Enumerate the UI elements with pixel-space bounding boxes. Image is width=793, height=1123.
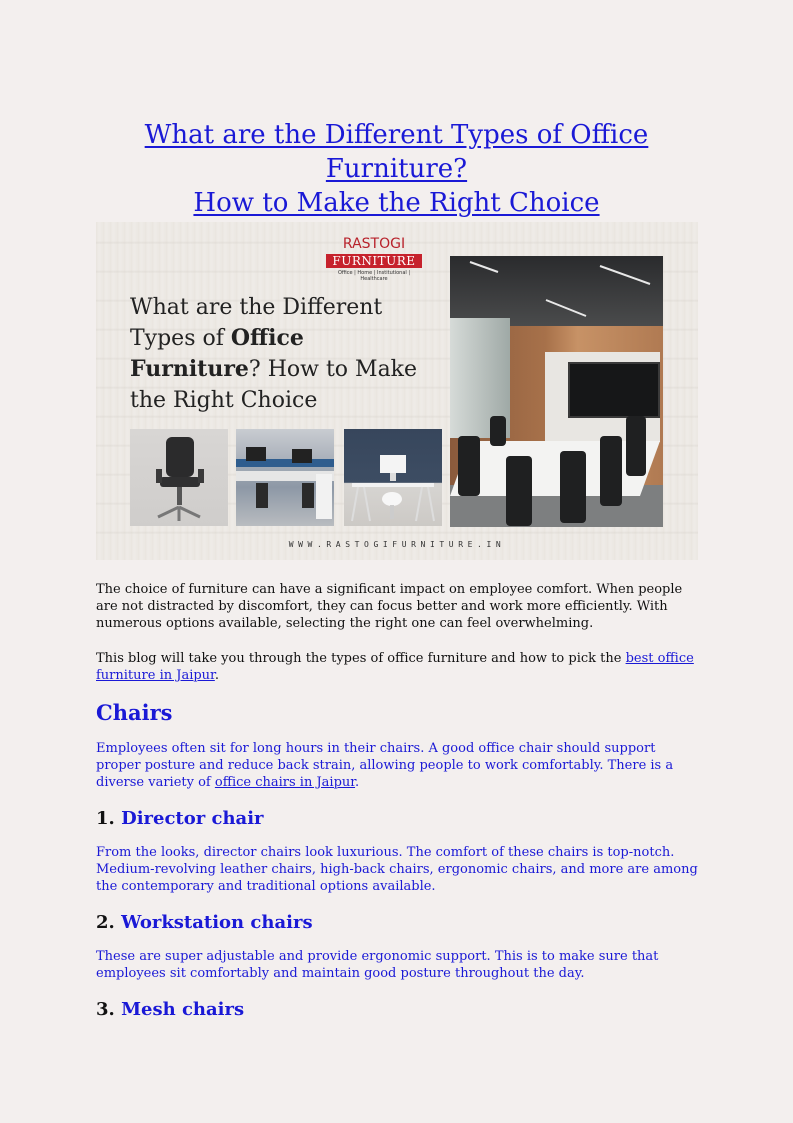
director-chair-heading bbox=[96, 808, 264, 829]
hero-banner-image bbox=[96, 222, 698, 560]
intro-paragraph-2-end: . bbox=[214, 668, 219, 683]
banner-heading-post: ? How to Make the Right Choice bbox=[130, 357, 418, 413]
logo-band: FURNITURE bbox=[326, 254, 422, 268]
banner-heading-pre: What are the Different Types of bbox=[130, 295, 383, 351]
title-link-line2[interactable]: How to Make the Right Choice bbox=[193, 188, 600, 218]
website-url: WWW.RASTOGIFURNITURE.IN bbox=[288, 540, 506, 549]
conference-room-photo bbox=[450, 256, 663, 527]
chairs-paragraph-end: . bbox=[355, 775, 360, 790]
item-number: 2. bbox=[96, 912, 115, 933]
intro-paragraph-2 bbox=[96, 650, 702, 684]
chairs-paragraph bbox=[96, 740, 702, 791]
logo-name: RASTOGI bbox=[342, 236, 406, 252]
chairs-heading: Chairs bbox=[96, 700, 173, 725]
logo-tagline: Office | Home | Institutional | Healthcare bbox=[337, 270, 411, 282]
best-office-furniture-link[interactable]: best office furniture in Jaipur bbox=[96, 651, 694, 683]
banner-heading-bold: Office Furniture bbox=[130, 325, 304, 382]
intro-paragraph-2-text: This blog will take you through the types of office furniture and how to pick the bbox=[96, 651, 626, 666]
office-chairs-link[interactable]: office chairs in Jaipur bbox=[214, 775, 356, 790]
chairs-paragraph-text: Employees often sit for long hours in their chairs. A good office chair should support proper posture and reduce back strain, allowing people to work comfortably. There is a diverse variety of bbox=[96, 741, 674, 790]
item-number: 3. bbox=[96, 999, 115, 1020]
workstation-chairs-paragraph: These are super adjustable and provide ergonomic support. This is to make sure that employees sit comfortably and maintain good posture throughout the day. bbox=[96, 949, 659, 981]
intro-paragraph: The choice of furniture can have a significant impact on employee comfort. When people are not distracted by discomfort, they can focus better and work more efficiently. With numerous options available, selecting the right one can feel overwhelming. bbox=[96, 582, 683, 631]
office-chair-photo bbox=[130, 429, 228, 526]
desk-setup-photo bbox=[344, 429, 442, 526]
banner-heading bbox=[130, 292, 440, 416]
workstation-photo bbox=[236, 429, 334, 526]
item-number: 1. bbox=[96, 808, 115, 829]
item-title: Mesh chairs bbox=[121, 999, 245, 1020]
mesh-chairs-heading bbox=[96, 999, 244, 1020]
brand-logo bbox=[324, 236, 424, 282]
title-link-line1[interactable]: What are the Different Types of Office Furniture? bbox=[144, 120, 649, 184]
director-chair-paragraph: From the looks, director chairs look luxurious. The comfort of these chairs is top-notch. Medium-revolving leather chairs, high-back chairs, ergonomic chairs, and more are among the contemporary and traditional options available. bbox=[96, 845, 698, 894]
item-title: Workstation chairs bbox=[121, 912, 313, 933]
item-title: Director chair bbox=[121, 808, 264, 829]
workstation-chairs-heading bbox=[96, 912, 313, 933]
page-title[interactable] bbox=[90, 118, 703, 220]
